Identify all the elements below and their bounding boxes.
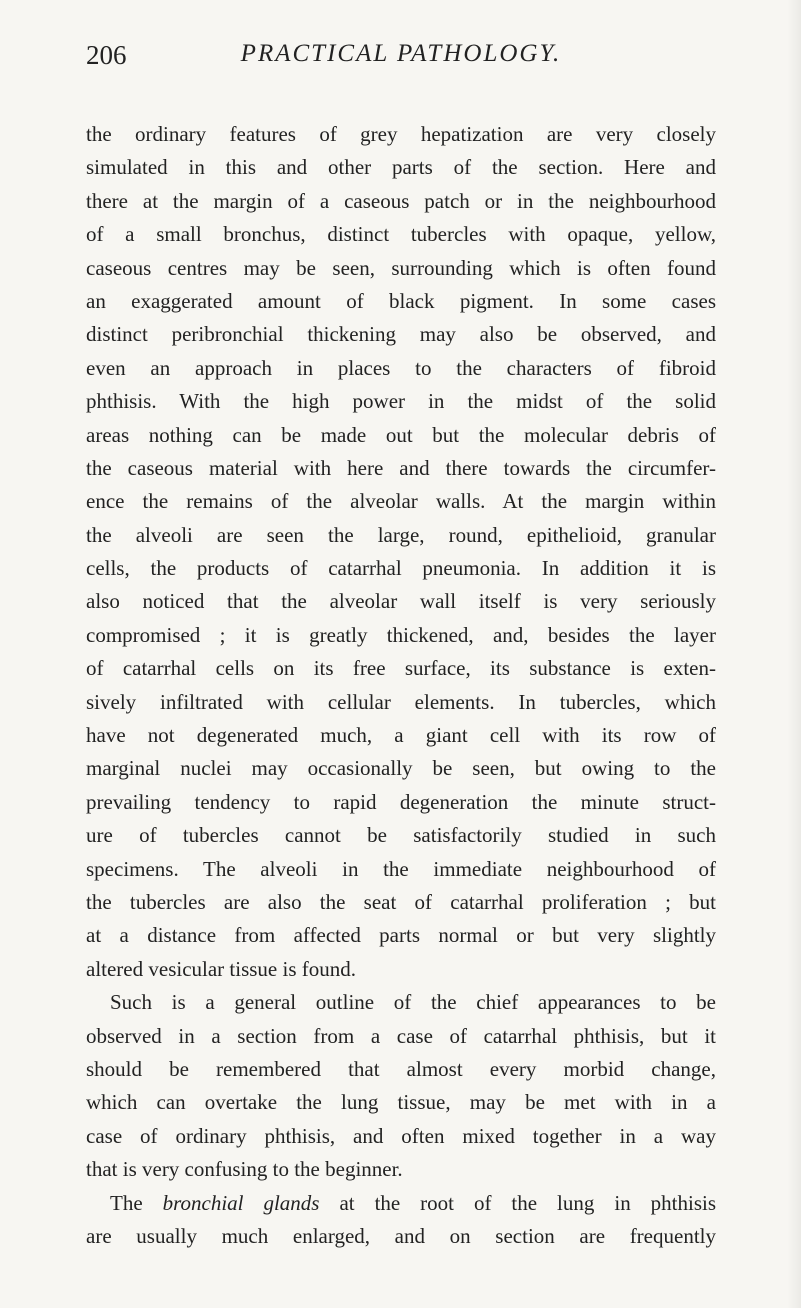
text-line: which can overtake the lung tissue, may be met with in a [86, 1090, 716, 1115]
page-number: 206 [86, 40, 127, 70]
text-line: also noticed that the alveolar wall itself is very seriously [86, 589, 716, 614]
text-line: an exaggerated amount of black pigment. In some cases [86, 288, 716, 313]
text-line: the tubercles are also the seat of catarrhal proliferation ; but [86, 889, 716, 914]
text-line: even an approach in places to the characters of fibroid [86, 355, 716, 380]
text-line: marginal nuclei may occasionally be seen, but owing to the [86, 756, 716, 781]
text-line: distinct peribronchial thickening may also be observed, and [86, 322, 716, 347]
italic-term: bronchial glands [162, 1190, 320, 1215]
text-line: observed in a section from a case of catarrhal phthisis, but it [86, 1023, 716, 1048]
text-line: phthisis. With the high power in the midst of the solid [86, 389, 716, 414]
text-line: areas nothing can be made out but the molecular debris of [86, 422, 716, 447]
text-line: specimens. The alveoli in the immediate neighbourhood of [86, 856, 716, 881]
body-text [86, 118, 716, 1253]
page-edge-shadow [787, 0, 801, 1308]
text-fragment: The [110, 1190, 163, 1215]
text-line: the ordinary features of grey hepatization are very closely [86, 122, 716, 146]
text-line: ure of tubercles cannot be satisfactorily studied in such [86, 823, 716, 848]
text-line: Such is a general outline of the chief appearances to be [110, 990, 716, 1015]
text-line: at a distance from affected parts normal or but very slightly [86, 923, 716, 948]
text-line: caseous centres may be seen, surrounding which is often found [86, 255, 716, 280]
text-line: ence the remains of the alveolar walls. At the margin within [86, 489, 716, 514]
text-line: case of ordinary phthisis, and often mixed together in a way [86, 1123, 716, 1148]
text-line: there at the margin of a caseous patch or in the neighbourhood [86, 188, 716, 213]
text-line: the alveoli are seen the large, round, epithelioid, granular [86, 522, 716, 547]
text-line: have not degenerated much, a giant cell with its row of [86, 723, 716, 748]
running-head [86, 40, 716, 80]
text-line: the caseous material with here and there towards the circumfer- [86, 455, 716, 480]
text-line: should be remembered that almost every morbid change, [86, 1056, 716, 1081]
text-line: sively infiltrated with cellular elements. In tubercles, which [86, 689, 716, 714]
text-line: prevailing tendency to rapid degeneration the minute struct- [86, 789, 716, 814]
text-line: that is very confusing to the beginner. [86, 1157, 403, 1182]
text-fragment: at the root of the lung in phthisis [319, 1190, 717, 1215]
running-title: PRACTICAL PATHOLOGY. [240, 40, 562, 67]
text-line: of catarrhal cells on its free surface, its substance is exten- [86, 656, 716, 681]
text-line: compromised ; it is greatly thickened, and, besides the layer [86, 622, 716, 647]
text-line: simulated in this and other parts of the section. Here and [86, 155, 716, 180]
text-line: cells, the products of catarrhal pneumonia. In addition it is [86, 556, 716, 581]
text-line: of a small bronchus, distinct tubercles with opaque, yellow, [86, 222, 716, 247]
text-line: are usually much enlarged, and on section are frequently [86, 1223, 716, 1248]
text-line: altered vesicular tissue is found. [86, 956, 357, 981]
text-line [86, 1187, 716, 1220]
